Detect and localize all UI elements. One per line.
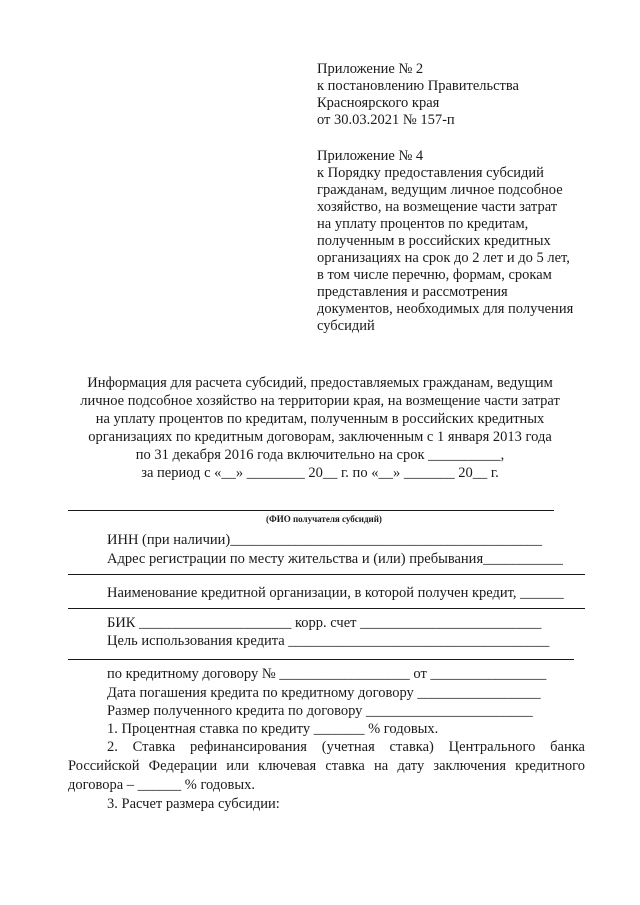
title-line: за период с «__» ________ 20__ г. по «__» _______ 20__ г. bbox=[141, 465, 499, 481]
appendix-sub bbox=[317, 148, 573, 335]
appendix-header bbox=[317, 61, 519, 129]
refinancing-rate-item bbox=[68, 738, 585, 795]
fio-caption: (ФИО получателя субсидий) bbox=[266, 514, 382, 524]
appendix-sub-line: субсидий bbox=[317, 318, 375, 334]
address-field[interactable]: Адрес регистрации по месту жительства и (или) пребывания___________ bbox=[107, 551, 563, 567]
item2-line: Российской Федерации или ключевая ставка на дату заключения кредитного bbox=[68, 758, 585, 774]
appendix-header-line: Красноярского края bbox=[317, 95, 440, 111]
bank-name-field[interactable]: Наименование кредитной организации, в которой получен кредит, ______ bbox=[107, 585, 564, 601]
inn-field[interactable]: ИНН (при наличии)___________________________________________ bbox=[107, 532, 542, 548]
title-line: организациях по кредитным договорам, заключенным с 1 января 2013 года bbox=[88, 429, 552, 445]
bik-field[interactable]: БИК _____________________ корр. счет _________________________ bbox=[107, 615, 542, 631]
appendix-sub-line: документов, необходимых для получения bbox=[317, 301, 574, 317]
title-line: на уплату процентов по кредитам, полученным в российских кредитных bbox=[95, 411, 545, 427]
loan-amount-field[interactable]: Размер полученного кредита по договору _______________________ bbox=[107, 703, 533, 719]
appendix-sub-line: в том числе перечню, формам, срокам bbox=[317, 267, 552, 283]
item2-line: 2. Ставка рефинансирования (учетная ставка) Центрального банка bbox=[107, 739, 585, 755]
title-line: Информация для расчета субсидий, предоставляемых гражданам, ведущим bbox=[87, 375, 553, 391]
appendix-sub-line: полученным в российских кредитных bbox=[317, 233, 551, 249]
appendix-header-line: от 30.03.2021 № 157-п bbox=[317, 112, 455, 128]
subsidy-calculation-heading: 3. Расчет размера субсидии: bbox=[107, 796, 280, 812]
repay-date-field[interactable]: Дата погашения кредита по кредитному договору _________________ bbox=[107, 685, 541, 701]
appendix-sub-line: к Порядку предоставления субсидий bbox=[317, 165, 544, 181]
appendix-header-line: Приложение № 2 bbox=[317, 61, 424, 77]
appendix-sub-line: хозяйство, на возмещение части затрат bbox=[317, 199, 558, 215]
fio-line[interactable] bbox=[68, 510, 554, 511]
contract-field[interactable]: по кредитному договору № __________________ от ________________ bbox=[107, 666, 547, 682]
item2-line[interactable]: договора – ______ % годовых. bbox=[68, 777, 255, 793]
appendix-sub-line: гражданам, ведущим личное подсобное bbox=[317, 182, 563, 198]
bank-name-continuation-line[interactable] bbox=[68, 608, 585, 609]
appendix-sub-line: на уплату процентов по кредитам, bbox=[317, 216, 529, 232]
document-title bbox=[60, 374, 580, 482]
purpose-field[interactable]: Цель использования кредита ____________________________________ bbox=[107, 633, 550, 649]
purpose-continuation-line[interactable] bbox=[68, 659, 574, 660]
interest-rate-item[interactable]: 1. Процентная ставка по кредиту _______ % годовых. bbox=[107, 721, 439, 737]
appendix-sub-line: организациях на срок до 2 лет и до 5 лет, bbox=[317, 250, 570, 266]
appendix-header-line: к постановлению Правительства bbox=[317, 78, 519, 94]
appendix-sub-line: представления и рассмотрения bbox=[317, 284, 508, 300]
appendix-sub-line: Приложение № 4 bbox=[317, 148, 424, 164]
title-line: личное подсобное хозяйство на территории края, на возмещение части затрат bbox=[80, 393, 560, 409]
address-continuation-line[interactable] bbox=[68, 574, 585, 575]
title-line: по 31 декабря 2016 года включительно на срок __________, bbox=[135, 447, 505, 463]
